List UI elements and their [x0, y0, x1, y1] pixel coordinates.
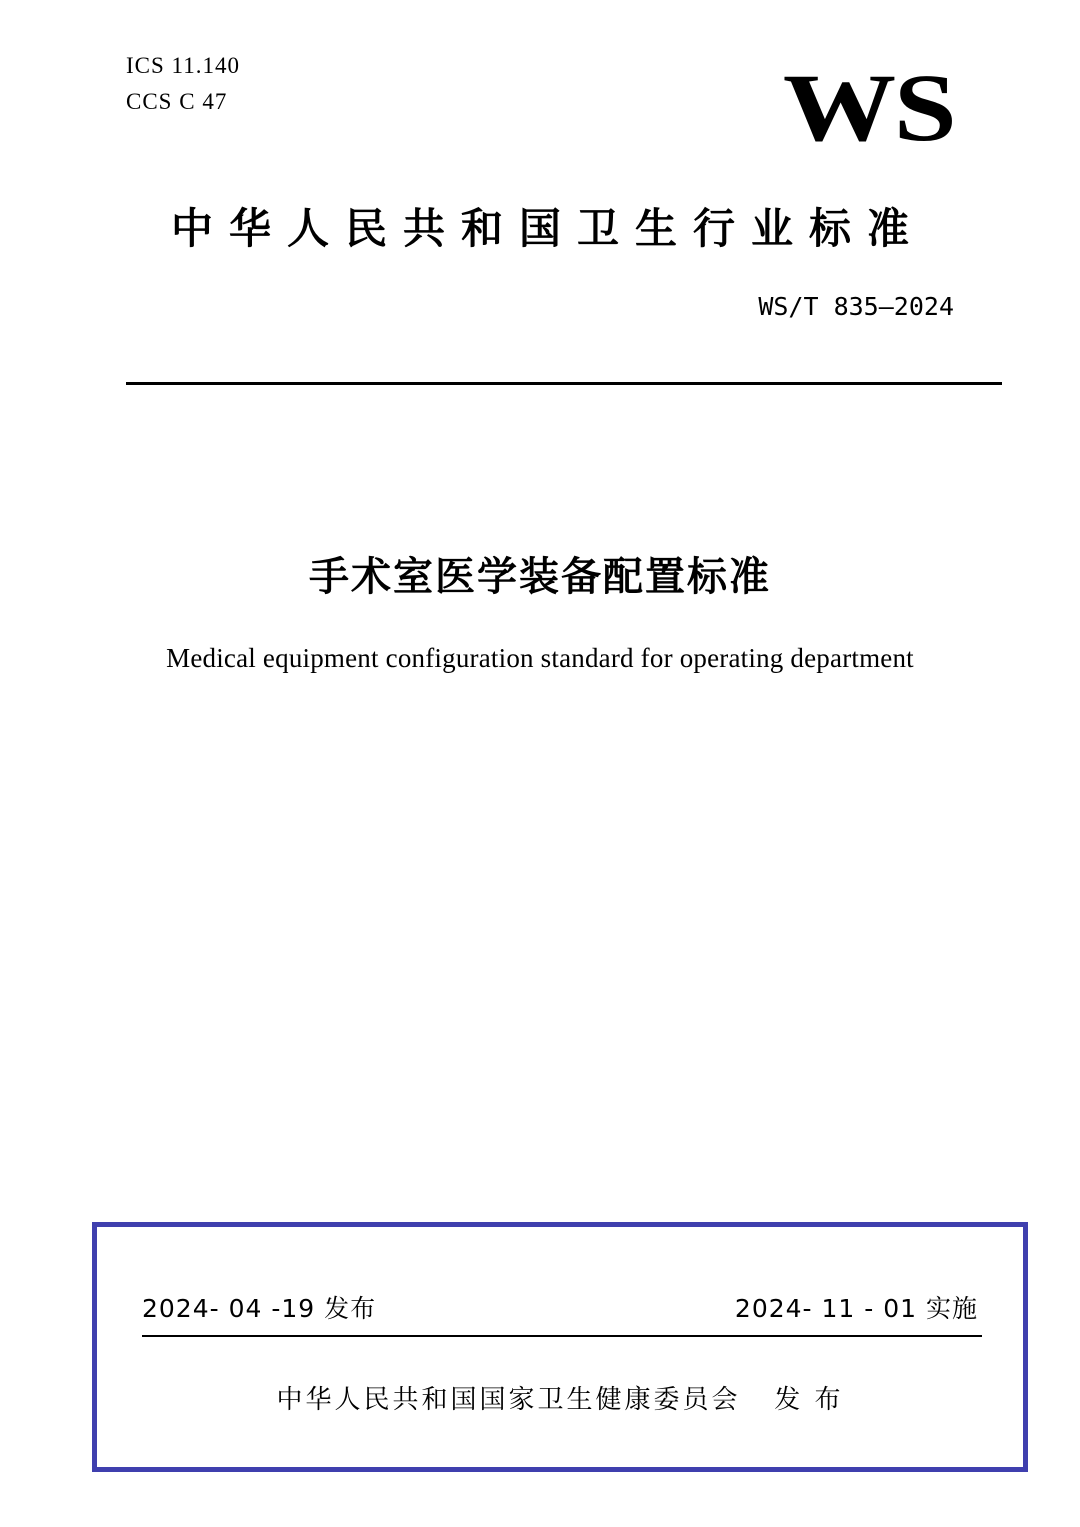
- dates-underline: [142, 1335, 982, 1337]
- footer-box: [92, 1222, 1028, 1472]
- dates-row: [142, 1289, 1003, 1333]
- standard-number: WS/T 835—2024: [758, 292, 954, 321]
- document-title-english: Medical equipment configuration standard for operating department: [166, 643, 914, 673]
- ics-code: ICS 11.140: [126, 53, 240, 78]
- page-title: 中华人民共和国卫生行业标准: [170, 204, 925, 253]
- ws-logo: WS: [782, 54, 954, 161]
- ccs-code: CCS C 47: [126, 88, 228, 114]
- issuing-authority: 中华人民共和国国家卫生健康委员会 发 布: [276, 1385, 844, 1415]
- implement-date: 2024- 11 - 01 实施: [734, 1294, 978, 1323]
- document-title-chinese: 手术室医学装备配置标准: [309, 554, 771, 600]
- publish-date: 2024- 04 -19 发布: [142, 1294, 377, 1323]
- header-divider: [126, 382, 1002, 385]
- classification-codes: [126, 48, 240, 119]
